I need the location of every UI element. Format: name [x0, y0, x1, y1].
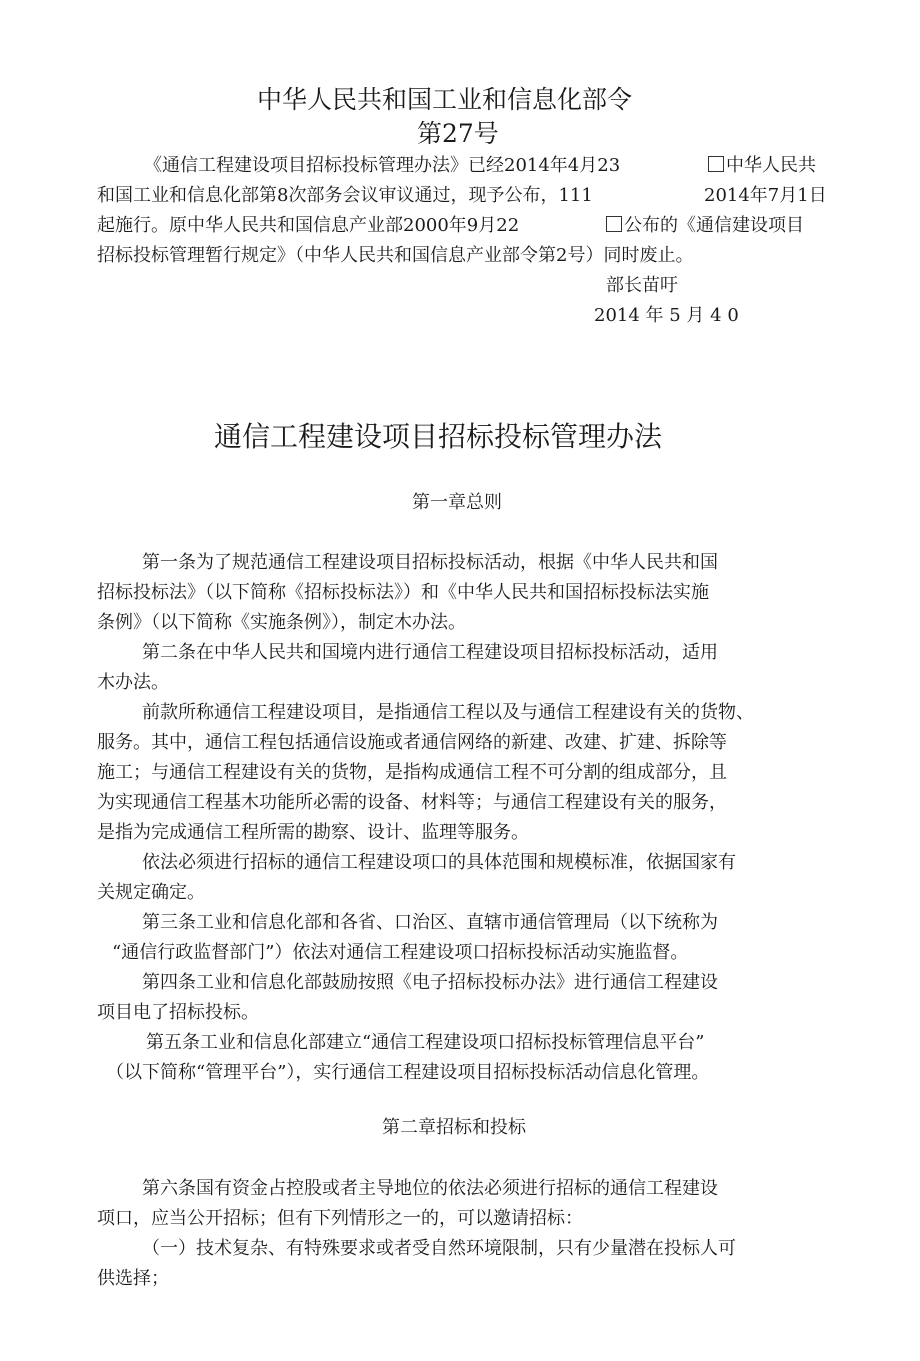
decree-line-text: 2014年7月1日	[704, 185, 827, 206]
document-title: 通信工程建设项目招标投标管理办法	[214, 420, 663, 453]
decree-line-text: 起施行。原中华人民共和国信息产业部2000年9月22	[97, 215, 520, 236]
body-line: （一）技术复杂、有特殊要求或者受自然环境限制，只有少量潜在投标人可	[142, 1238, 736, 1259]
body-line: 条例》（以下简称《实施条例》），制定木办法。	[97, 612, 466, 633]
chapter-heading: 第二章招标和投标	[382, 1117, 526, 1138]
decree-line	[144, 151, 620, 181]
body-line: 第六条国有资金占控股或者主导地位的依法必须进行招标的通信工程建设	[142, 1178, 718, 1199]
body-line: 第一条为了规范通信工程建设项目招标投标活动，根据《中华人民共和国	[142, 552, 718, 573]
decree-line-text: 公布的《通信建设项目	[624, 215, 804, 236]
placeholder-box-icon	[708, 156, 724, 172]
body-line: （以下简称“管理平台”），实行通信工程建设项目招标投标活动信息化管理。	[106, 1062, 710, 1083]
decree-line	[704, 181, 827, 211]
decree-title: 中华人民共和国工业和信息化部令	[257, 85, 633, 114]
decree-line	[97, 181, 593, 211]
body-line: 项目电了招标投标。	[97, 1002, 259, 1023]
body-line: 施工；与通信工程建设有关的货物，是指构成通信工程不可分割的组成部分，且	[97, 762, 727, 783]
decree-line-text: 和国工业和信息化部第8次部务会议审议通过，现予公布，111	[97, 185, 593, 206]
body-line: 是指为完成通信工程所需的勘察、设计、监理等服务。	[97, 822, 529, 843]
body-line: 关规定确定。	[97, 882, 205, 903]
body-line: 第三条工业和信息化部和各省、口治区、直辖市通信管理局（以下统称为	[142, 912, 718, 933]
decree-number: 第27号	[417, 119, 499, 148]
decree-line	[97, 211, 519, 241]
decree-line	[97, 241, 693, 271]
body-line: 招标投标法》（以下简称《招标投标法》）和《中华人民共和国招标投标法实施	[97, 582, 709, 603]
body-line: 项口，应当公开招标；但有下列情形之一的，可以邀请招标：	[97, 1208, 583, 1229]
decree-line	[708, 151, 816, 181]
body-line: 第二条在中华人民共和国境内进行通信工程建设项目招标投标活动，适用	[142, 642, 718, 663]
body-line: 前款所称通信工程建设项目，是指通信工程以及与通信工程建设有关的货物、	[142, 702, 754, 723]
body-line: 第五条工业和信息化部建立“通信工程建设项口招标投标管理信息平台”	[146, 1032, 705, 1053]
body-line: 供选择；	[97, 1268, 169, 1289]
body-line: 服务。其中，通信工程包括通信设施或者通信网络的新建、改建、扩建、拆除等	[97, 732, 727, 753]
decree-line-text: 中华人民共	[726, 155, 816, 176]
decree-line	[606, 211, 804, 241]
body-line: 为实现通信工程基木功能所必需的设备、材料等；与通信工程建设有关的服务，	[97, 792, 727, 813]
body-line: 木办法。	[97, 672, 169, 693]
decree-line-text: 《通信工程建设项目招标投标管理办法》已经2014年4月23	[144, 155, 621, 176]
decree-signature: 部长苗吁	[606, 275, 678, 296]
placeholder-box-icon	[606, 216, 622, 232]
body-line: 依法必须进行招标的通信工程建设项口的具体范围和规模标准，依据国家有	[142, 852, 736, 873]
body-line: 第四条工业和信息化部鼓励按照《电子招标投标办法》进行通信工程建设	[142, 972, 718, 993]
decree-date: 2014 年 5 月 4 0	[594, 305, 739, 326]
decree-line-text: 招标投标管理暂行规定》（中华人民共和国信息产业部令第2号）同时废止。	[97, 245, 694, 266]
body-line: “通信行政监督部门”）依法对通信工程建设项口招标投标活动实施监督。	[112, 942, 689, 963]
chapter-heading: 第一章总则	[412, 492, 502, 513]
